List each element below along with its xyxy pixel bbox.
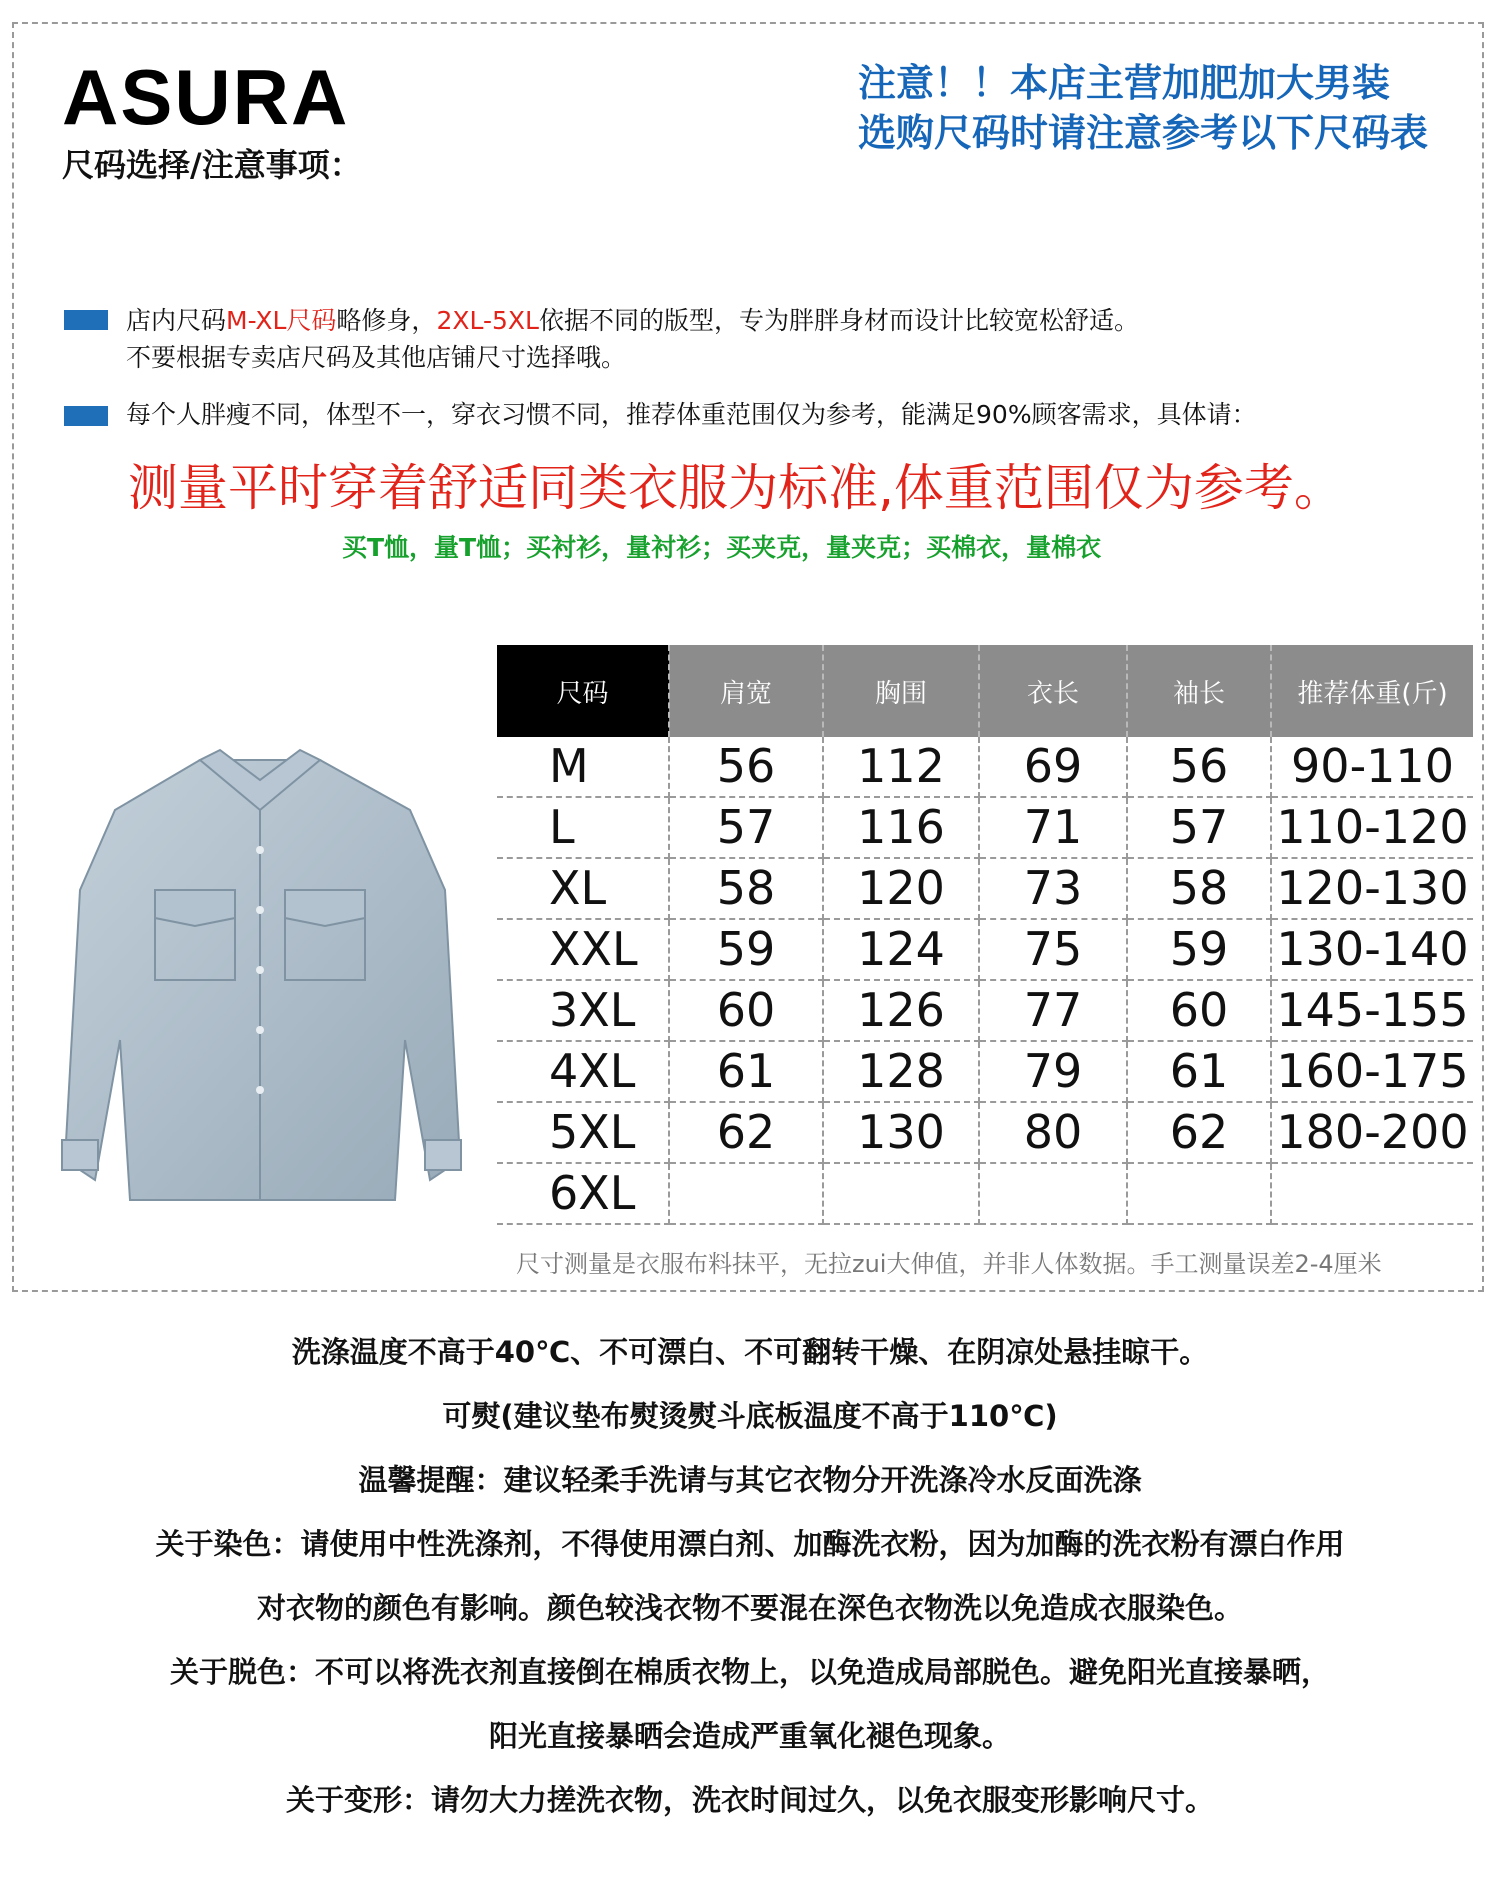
length-cell: 73	[979, 858, 1127, 919]
shoulder-cell	[669, 1163, 823, 1224]
size-cell: 6XL	[497, 1163, 669, 1224]
shoulder-cell: 62	[669, 1102, 823, 1163]
length-cell: 75	[979, 919, 1127, 980]
sleeve-cell: 58	[1127, 858, 1271, 919]
sleeve-cell: 56	[1127, 737, 1271, 797]
size-range-loose: 2XL-5XL	[436, 306, 539, 335]
care-line: 关于染色：请使用中性洗涤剂，不得使用漂白剂、加酶洗衣粉，因为加酶的洗衣粉有漂白作用	[155, 1527, 1345, 1561]
size-note-line-1	[126, 302, 1139, 339]
length-cell: 79	[979, 1041, 1127, 1102]
size-note-line-2: 不要根据专卖店尺码及其他店铺尺寸选择哦。	[126, 343, 627, 372]
table-header-row	[497, 645, 1473, 737]
size-note-text: 略修身，	[336, 306, 437, 335]
length-cell: 69	[979, 737, 1127, 797]
table-row	[497, 1041, 1473, 1102]
size-cell: 3XL	[497, 980, 669, 1041]
care-line: 可熨(建议垫布熨烫熨斗底板温度不高于110℃)	[442, 1399, 1058, 1433]
sleeve-cell: 62	[1127, 1102, 1271, 1163]
table-row	[497, 1163, 1473, 1224]
bullet-marker-1	[64, 310, 108, 330]
length-cell: 71	[979, 797, 1127, 858]
chest-cell: 116	[823, 797, 979, 858]
table-row	[497, 797, 1473, 858]
column-header-chest: 胸围	[823, 645, 979, 737]
weight-cell: 180-200	[1271, 1102, 1473, 1163]
length-cell	[979, 1163, 1127, 1224]
shoulder-cell: 56	[669, 737, 823, 797]
weight-cell: 120-130	[1271, 858, 1473, 919]
size-range-slim: M-XL尺码	[226, 306, 337, 335]
table-row	[497, 980, 1473, 1041]
care-line: 关于脱色：不可以将洗衣剂直接倒在棉质衣物上，以免造成局部脱色。避免阳光直接暴晒，	[169, 1655, 1330, 1689]
sleeve-cell: 59	[1127, 919, 1271, 980]
column-header-sleeve: 袖长	[1127, 645, 1271, 737]
chest-cell: 112	[823, 737, 979, 797]
size-table	[497, 645, 1473, 1225]
length-cell: 77	[979, 980, 1127, 1041]
size-note-text: 依据不同的版型，专为胖胖身材而设计比较宽松舒适。	[538, 306, 1139, 335]
measure-highlight: 测量平时穿着舒适同类衣服为标准,体重范围仅为参考。	[128, 459, 1344, 517]
care-line: 阳光直接暴晒会造成严重氧化褪色现象。	[488, 1719, 1011, 1753]
size-cell: L	[497, 797, 669, 858]
shoulder-cell: 59	[669, 919, 823, 980]
size-cell: XL	[497, 858, 669, 919]
page-subtitle: 尺码选择/注意事项：	[62, 146, 362, 184]
table-row	[497, 1102, 1473, 1163]
shoulder-cell: 61	[669, 1041, 823, 1102]
brand-logo: ASURA	[62, 53, 350, 141]
table-row	[497, 858, 1473, 919]
size-cell: 4XL	[497, 1041, 669, 1102]
measure-tip: 买T恤，量T恤；买衬衫，量衬衫；买夹克，量夹克；买棉衣，量棉衣	[342, 533, 1102, 562]
sleeve-cell: 60	[1127, 980, 1271, 1041]
size-note-text: 店内尺码	[126, 306, 227, 335]
table-footnote: 尺寸测量是衣服布料抹平，无拉zui大伸值，并非人体数据。手工测量误差2-4厘米	[516, 1250, 1382, 1278]
sleeve-cell: 57	[1127, 797, 1271, 858]
sleeve-cell: 61	[1127, 1041, 1271, 1102]
notice-line-1: 注意！！本店主营加肥加大男装	[858, 61, 1391, 105]
size-cell: 5XL	[497, 1102, 669, 1163]
size-cell: M	[497, 737, 669, 797]
shoulder-cell: 57	[669, 797, 823, 858]
chest-cell: 120	[823, 858, 979, 919]
column-header-weight: 推荐体重(斤)	[1271, 645, 1473, 737]
length-cell: 80	[979, 1102, 1127, 1163]
store-notice	[858, 58, 1428, 158]
table-row	[497, 919, 1473, 980]
chest-cell: 126	[823, 980, 979, 1041]
weight-cell: 160-175	[1271, 1041, 1473, 1102]
shirt-image	[50, 740, 470, 1210]
chest-cell	[823, 1163, 979, 1224]
weight-cell: 130-140	[1271, 919, 1473, 980]
sleeve-cell	[1127, 1163, 1271, 1224]
care-line: 对衣物的颜色有影响。颜色较浅衣物不要混在深色衣物洗以免造成衣服染色。	[256, 1591, 1243, 1625]
shoulder-cell: 60	[669, 980, 823, 1041]
chest-cell: 128	[823, 1041, 979, 1102]
column-header-length: 衣长	[979, 645, 1127, 737]
column-header-shoulder: 肩宽	[669, 645, 823, 737]
bullet-marker-2	[64, 406, 108, 426]
weight-cell: 110-120	[1271, 797, 1473, 858]
weight-cell	[1271, 1163, 1473, 1224]
notice-line-2: 选购尺码时请注意参考以下尺码表	[858, 111, 1429, 155]
chest-cell: 124	[823, 919, 979, 980]
table-row	[497, 737, 1473, 797]
care-line: 关于变形：请勿大力搓洗衣物，洗衣时间过久，以免衣服变形影响尺寸。	[285, 1783, 1214, 1817]
care-line: 温馨提醒：建议轻柔手洗请与其它衣物分开洗涤冷水反面洗涤	[358, 1463, 1142, 1497]
size-note	[126, 302, 1139, 376]
size-cell: XXL	[497, 919, 669, 980]
shoulder-cell: 58	[669, 858, 823, 919]
column-header-size: 尺码	[497, 645, 669, 737]
chest-cell: 130	[823, 1102, 979, 1163]
care-line: 洗涤温度不高于40℃、不可漂白、不可翻转干燥、在阴凉处悬挂晾干。	[291, 1335, 1209, 1369]
weight-cell: 90-110	[1271, 737, 1473, 797]
weight-cell: 145-155	[1271, 980, 1473, 1041]
weight-note: 每个人胖瘦不同，体型不一，穿衣习惯不同，推荐体重范围仅为参考，能满足90%顾客需求，具体请：	[126, 400, 1257, 429]
